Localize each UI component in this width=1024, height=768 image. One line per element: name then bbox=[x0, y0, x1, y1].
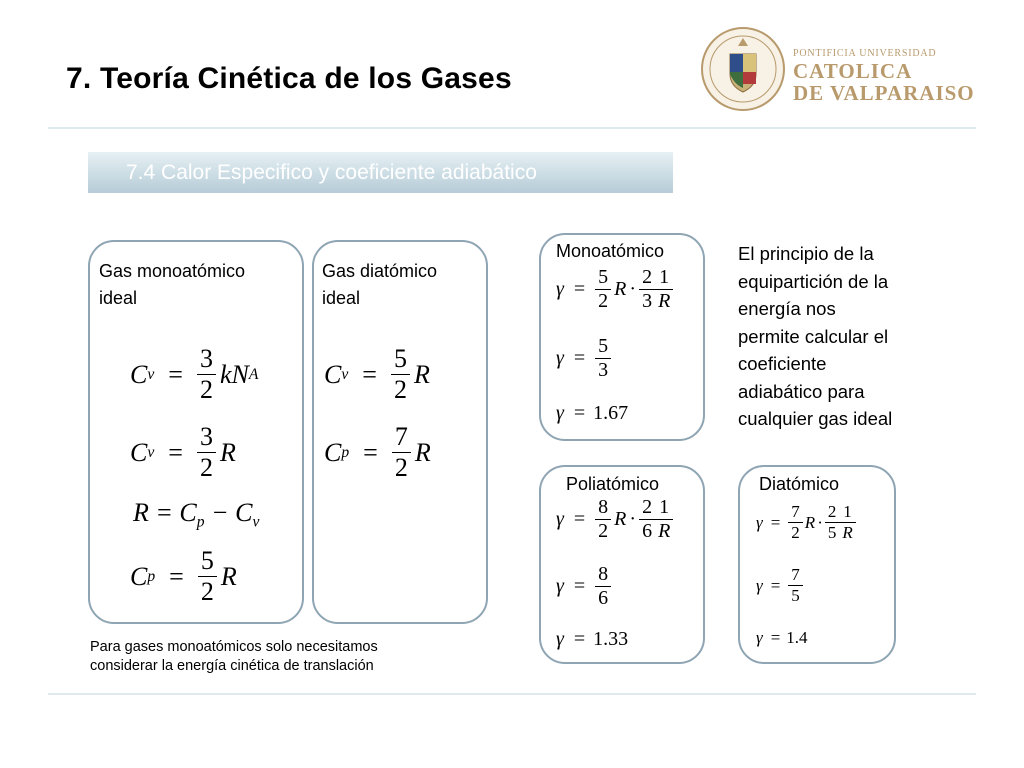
diatomico-gamma-result: γ = 1.4 bbox=[756, 628, 808, 647]
poliatomico-title: Poliatómico bbox=[566, 474, 660, 494]
diatomico-gamma-simplified: γ = $\frac{7}{5}$ bbox=[756, 565, 803, 606]
poliatomico-gamma-result: γ = 1.33 bbox=[556, 628, 629, 650]
section-banner: 7.4 Calor Especifico y coeficiente adiabático bbox=[88, 152, 673, 193]
di-gas-label: Gas diatómico ideal bbox=[322, 261, 438, 308]
poliatomico-gamma-simplified: γ = $\frac{8}{6}$ bbox=[556, 563, 611, 610]
mono-note: Para gases monoatómicos solo necesitamos considerar la energía cinética de translación bbox=[90, 639, 378, 674]
university-name-line2: CATOLICA bbox=[793, 59, 913, 83]
university-seal-logo bbox=[700, 26, 786, 112]
page-title: 7. Teoría Cinética de los Gases bbox=[66, 62, 512, 95]
diatomico-gamma-product: γ = $\frac{7}{2}$ R · $\frac{2}{5}$ $\frac{1}{R}$ bbox=[756, 502, 856, 543]
university-name-line3: DE VALPARAISO bbox=[793, 81, 975, 105]
university-name-line1: PONTIFICIA UNIVERSIDAD bbox=[793, 48, 937, 59]
monoatomico-title: Monoatómico bbox=[556, 241, 665, 261]
di-cv-formula: C v = $\frac{5}{2}$ R bbox=[324, 344, 430, 404]
monoatomico-gamma-product: γ = $\frac{5}{2}$ R · $\frac{2}{3}$ $\frac{1}{R}$ bbox=[556, 266, 673, 313]
mono-cp-formula: C p = $\frac{5}{2}$ R bbox=[130, 546, 237, 606]
poliatomico-gamma-product: γ = $\frac{8}{2}$ R · $\frac{2}{6}$ $\frac{1}{R}$ bbox=[556, 496, 673, 543]
bottom-divider bbox=[48, 693, 976, 695]
mono-cv-knA-formula: C v = $\frac{3}{2}$ kN A bbox=[130, 344, 259, 404]
di-cp-formula: C p = $\frac{7}{2}$ R bbox=[324, 422, 431, 482]
mono-gas-label: Gas monoatómico ideal bbox=[99, 261, 246, 308]
diatomico-title: Diatómico bbox=[759, 474, 840, 494]
monoatomico-gamma-simplified: γ = $\frac{5}{3}$ bbox=[556, 335, 611, 382]
university-name bbox=[793, 48, 975, 104]
top-divider bbox=[48, 127, 976, 129]
mono-mayer-relation: $R = C_p - C_v$ bbox=[133, 498, 260, 531]
equipartition-paragraph: El principio de la equipartición de la energía nos permite calcular el coeficiente adiabático para cualquier gas ideal bbox=[738, 243, 893, 429]
mono-cv-R-formula: C v = $\frac{3}{2}$ R bbox=[130, 422, 236, 482]
monoatomico-gamma-result: γ = 1.67 bbox=[556, 402, 629, 424]
